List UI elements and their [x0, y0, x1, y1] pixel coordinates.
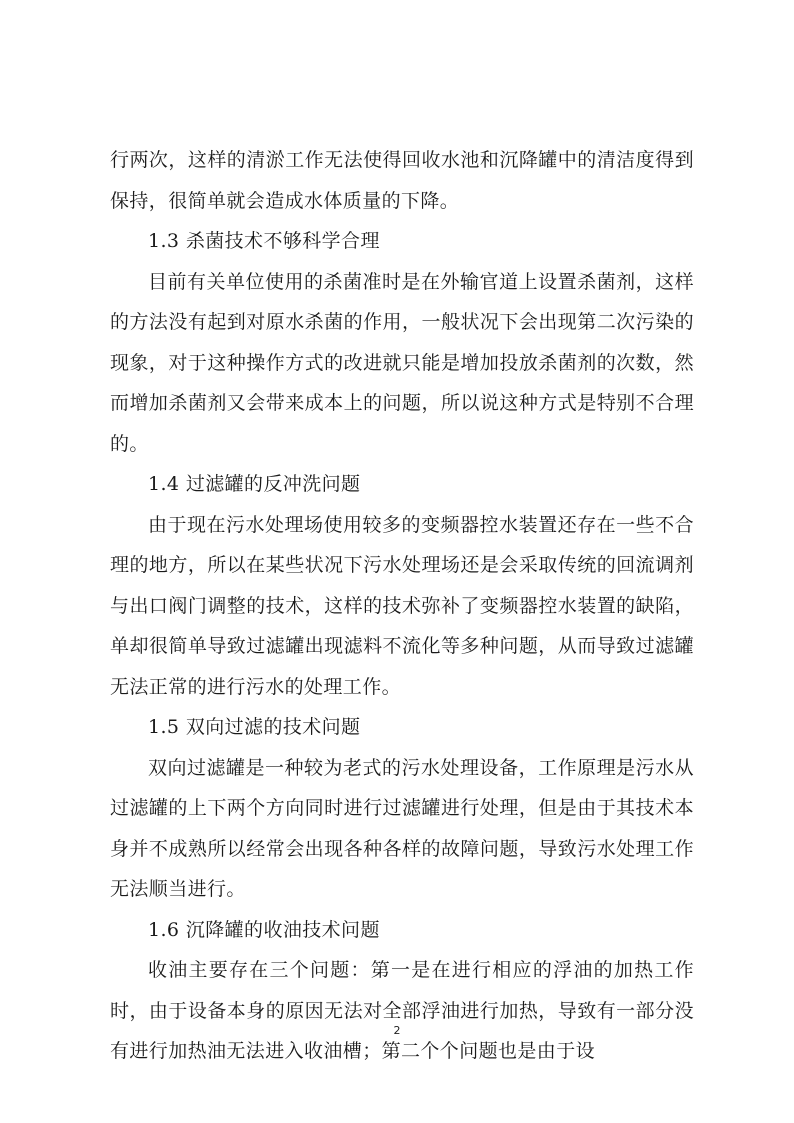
paragraph-continuation: 行两次，这样的清淤工作无法使得回收水池和沉降罐中的清洁度得到保持，很简单就会造成水体质量的下降。 — [110, 149, 694, 212]
paragraph-sterilization: 目前有关单位使用的杀菌准时是在外输官道上设置杀菌剂，这样的方法没有起到对原水杀菌的作用，一般状况下会出现第二次污染的现象，对于这种操作方式的改进就只能是增加投放杀菌剂的次数，然而增加杀菌剂又会带来成本上的问题，所以说这种方式是特别不合理的。 — [110, 270, 694, 455]
section-heading-1-6: 1.6 沉降罐的收油技术问题 — [148, 918, 380, 941]
section-heading-1-3: 1.3 杀菌技术不够科学合理 — [148, 230, 380, 252]
page-number: 2 — [393, 1024, 401, 1037]
paragraph-bidirectional-filter: 双向过滤罐是一种较为老式的污水处理设备，工作原理是污水从过滤罐的上下两个方向同时进行过滤罐进行处理，但是由于其技术本身并不成熟所以经常会出现各种各样的故障问题，导致污水处理工作无法顺当进行。 — [110, 756, 694, 900]
paragraph-oil-recovery: 收油主要存在三个问题：第一是在进行相应的浮油的加热工作时，由于设备本身的原因无法对全部浮油进行加热，导致有一部分没有进行加热油无法进入收油槽；第二个个问题也是由于设 — [110, 959, 694, 1062]
section-heading-1-4: 1.4 过滤罐的反冲洗问题 — [148, 473, 361, 495]
paragraph-backwash: 由于现在污水处理场使用较多的变频器控水装置还存在一些不合理的地方，所以在某些状况下污水处理场还是会采取传统的回流调剂与出口阀门调整的技术，这样的技术弥补了变频器控水装置的缺陷，单却很简单导致过滤罐出现滤料不流化等多种问题，从而导致过滤罐无法正常的进行污水的处理工作。 — [110, 513, 694, 698]
document-body — [110, 140, 694, 1072]
section-heading-1-5: 1.5 双向过滤的技术问题 — [148, 716, 361, 738]
